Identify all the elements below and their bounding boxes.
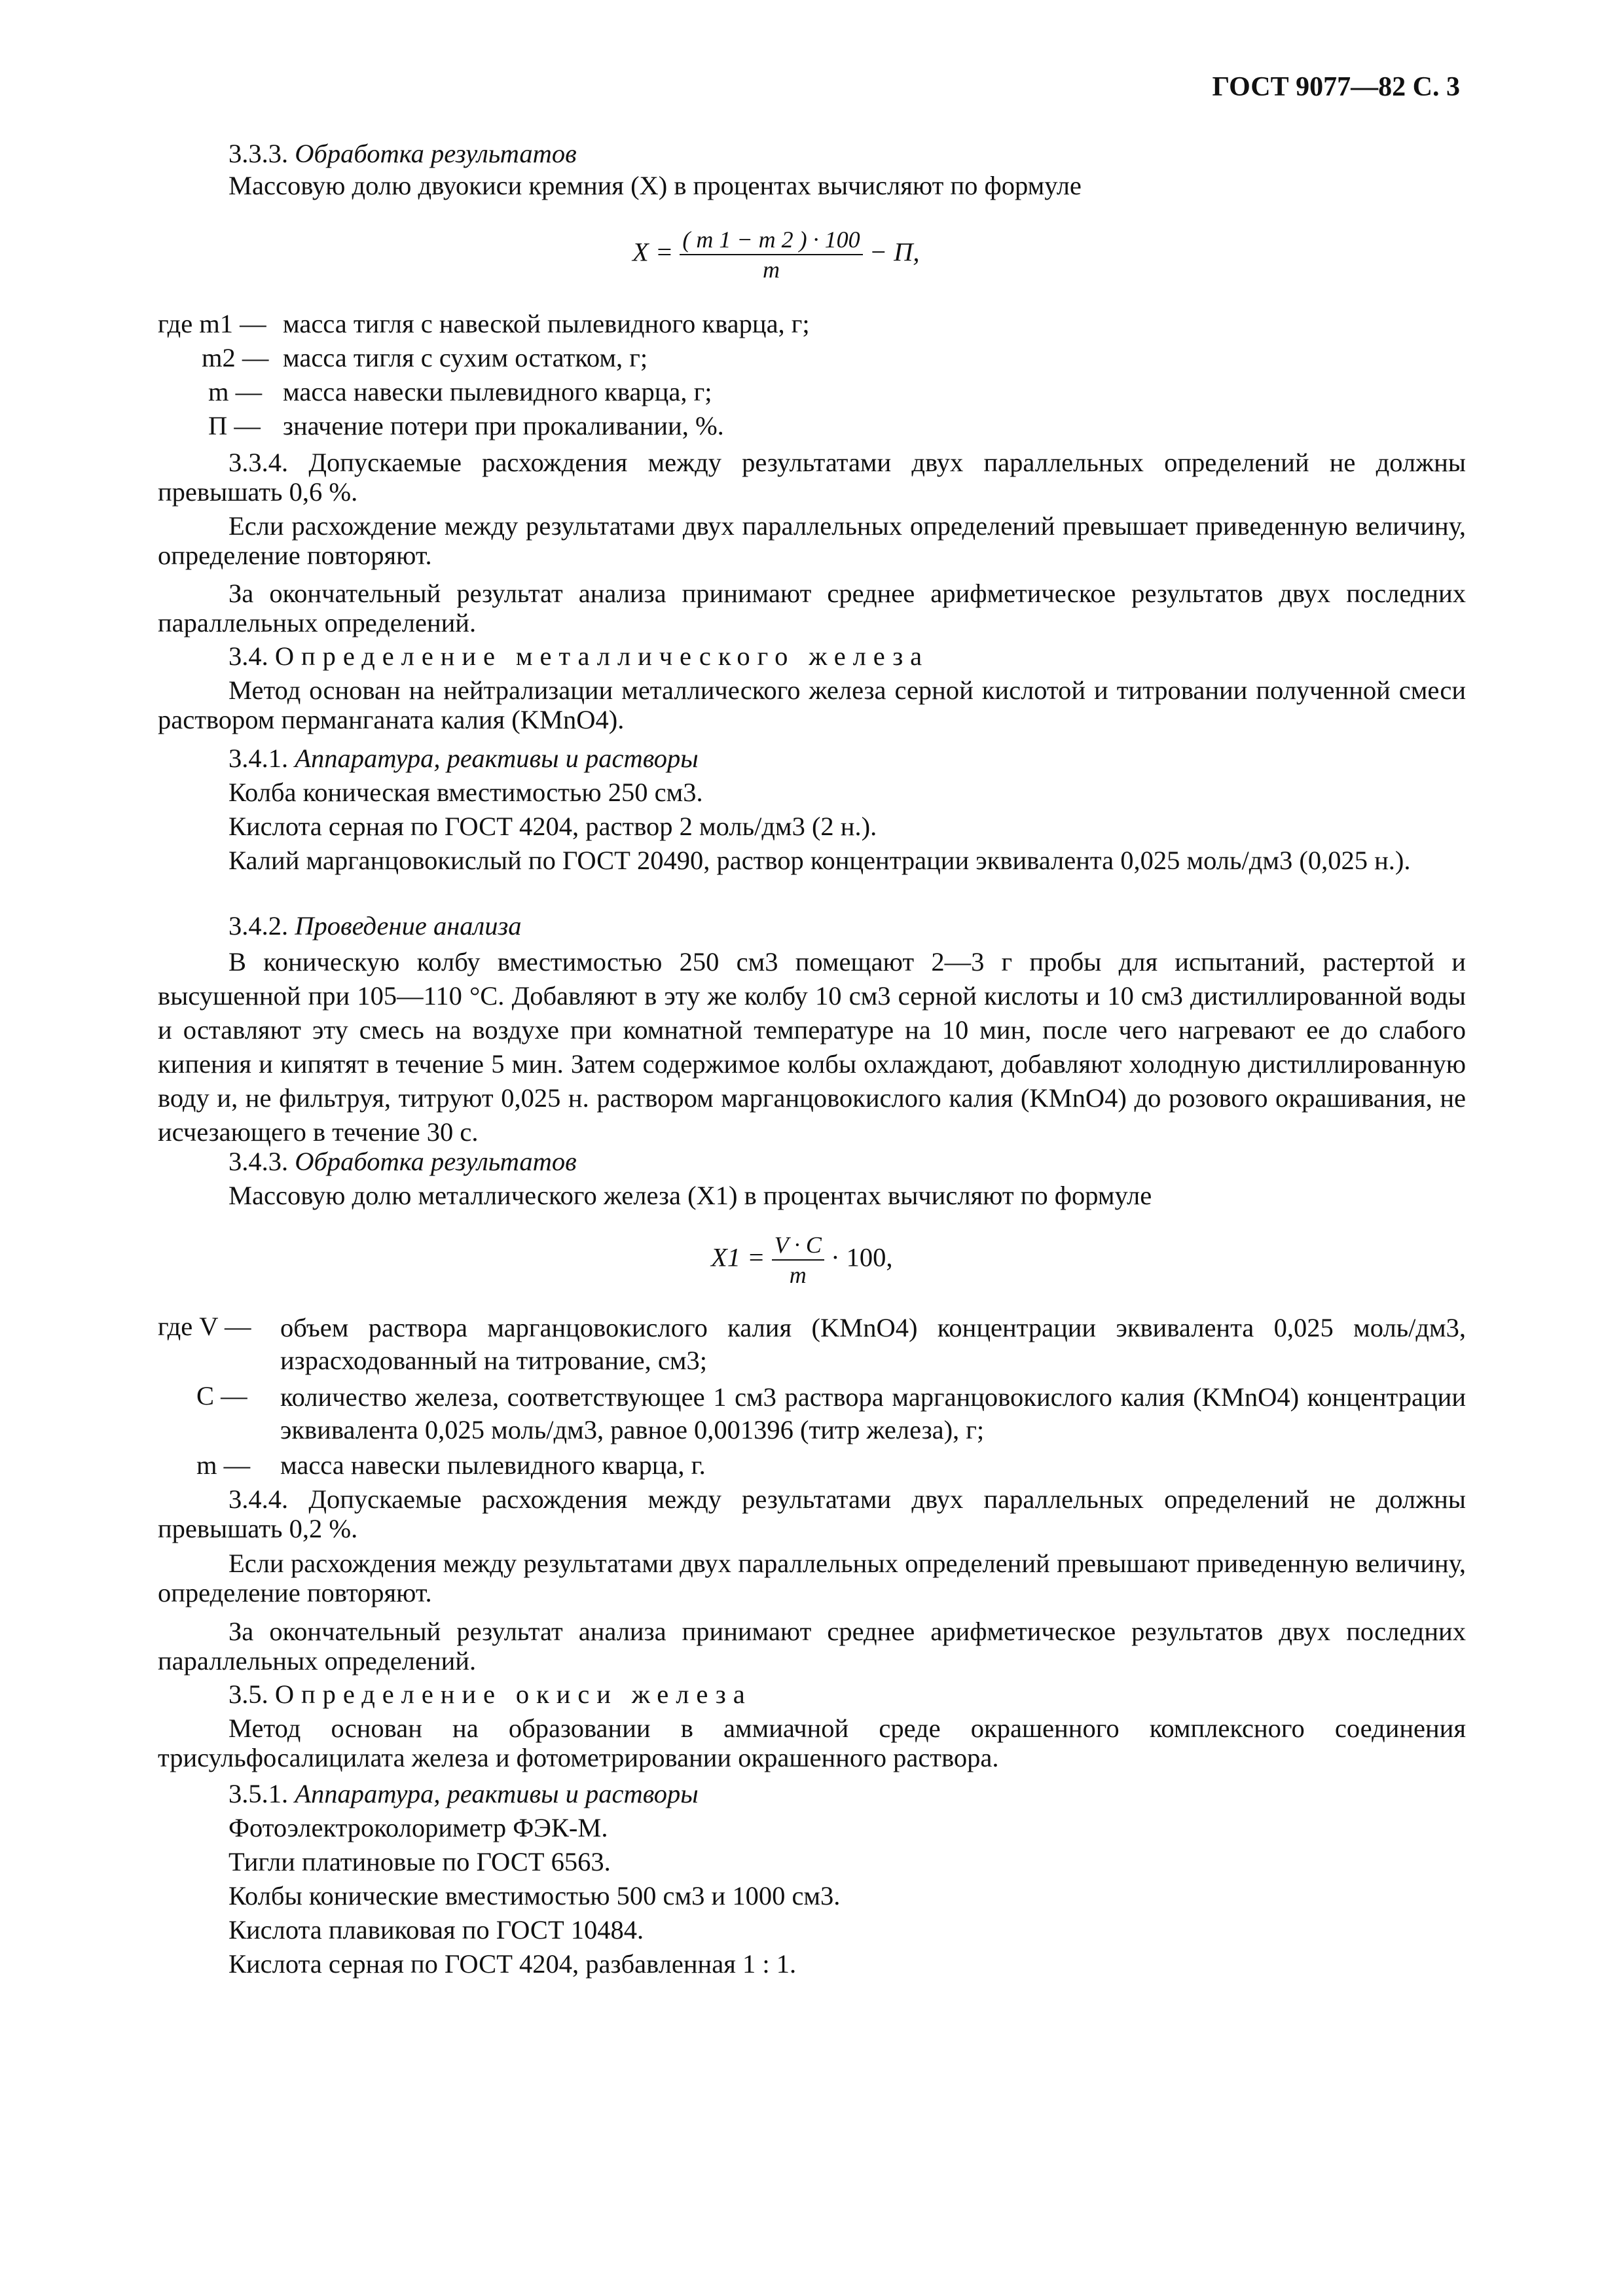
- section-title: Определение металлического железа: [274, 641, 930, 671]
- def-text: масса навески пылевидного кварца, г.: [280, 1450, 706, 1480]
- section-3-3-4-p2: Если расхождение между результатами двух параллельных определений превышает приведенную величину, определение повторяют.: [158, 511, 1466, 570]
- def-lead: C —: [196, 1381, 247, 1410]
- section-3-4-1-heading: [228, 744, 1537, 773]
- fraction-numerator: ( m 1 − m 2 ) · 100: [680, 225, 862, 255]
- section-number: 3.5.1.: [228, 1779, 289, 1808]
- list-item: Кислота серная по ГОСТ 4204, разбавленная 1 : 1.: [228, 1949, 797, 1979]
- section-3-4-3-heading: [228, 1147, 1537, 1176]
- def-text: масса тигля с навеской пылевидного кварца, г;: [283, 309, 810, 338]
- section-number: 3.4.: [228, 641, 268, 671]
- section-3-5-heading: [228, 1679, 1537, 1709]
- list-item: Кислота серная по ГОСТ 4204, раствор 2 моль/дм3 (2 н.).: [228, 812, 877, 841]
- section-3-3-3-heading: [228, 139, 1537, 168]
- section-number: 3.5.: [228, 1679, 268, 1709]
- def-text: объем раствора марганцовокислого калия (KMnO4) концентрации эквивалента 0,025 моль/дм3, израсходованный на титрование, см3;: [280, 1313, 1466, 1375]
- section-3-4-2-heading: [228, 911, 1537, 941]
- paragraph-text: Массовую долю двуокиси кремния (X) в процентах вычисляют по формуле: [228, 171, 1082, 200]
- list-item: Фотоэлектроколориметр ФЭК-М.: [228, 1813, 608, 1842]
- fraction-numerator: V · C: [772, 1230, 824, 1261]
- list-item: Колбы конические вместимостью 500 см3 и 1000 см3.: [228, 1881, 841, 1910]
- section-number: 3.4.1.: [228, 744, 289, 773]
- list-item: Калий марганцовокислый по ГОСТ 20490, раствор концентрации эквивалента 0,025 моль/дм3 (0,025 н.).: [228, 846, 1411, 875]
- section-title: Аппаратура, реактивы и растворы: [295, 744, 699, 773]
- formula-lhs: X1 =: [711, 1242, 765, 1272]
- section-number: 3.4.2.: [228, 911, 289, 941]
- section-title: Проведение анализа: [295, 911, 522, 941]
- section-title: Определение окиси железа: [274, 1679, 752, 1709]
- section-3-5-1-heading: [228, 1779, 1537, 1808]
- list-item: Кислота плавиковая по ГОСТ 10484.: [228, 1915, 644, 1945]
- fraction-denominator: m: [789, 1262, 807, 1288]
- section-title: Обработка результатов: [295, 139, 577, 168]
- section-number: 3.3.3.: [228, 139, 289, 168]
- formula-tail: · 100,: [831, 1242, 893, 1272]
- section-3-4-heading: [228, 641, 1537, 671]
- def-text: количество железа, соответствующее 1 см3 раствора марганцовокислого калия (KMnO4) концентрации эквивалента 0,025 моль/дм3, равное 0,001396 (титр железа), г;: [280, 1382, 1466, 1444]
- section-3-4-4-p3: За окончательный результат анализа принимают среднее арифметическое результатов двух последних параллельных определений.: [158, 1617, 1466, 1676]
- section-3-3-4-p1: 3.3.4. Допускаемые расхождения между результатами двух параллельных определений не должны превышать 0,6 %.: [158, 448, 1466, 507]
- def-lead: m —: [196, 1450, 251, 1480]
- section-title: Аппаратура, реактивы и растворы: [295, 1779, 699, 1808]
- formula-fraction: [772, 1230, 824, 1289]
- def-lead: m —: [208, 377, 263, 406]
- formula-x: [632, 225, 920, 284]
- def-text: масса тигля с сухим остатком, г;: [283, 343, 648, 372]
- def-text: масса навески пылевидного кварца, г;: [283, 377, 712, 406]
- list-item: Тигли платиновые по ГОСТ 6563.: [228, 1847, 611, 1876]
- formula-tail: − П,: [869, 237, 920, 267]
- formula-x1: [711, 1230, 893, 1289]
- def-text: значение потери при прокаливании, %.: [283, 411, 724, 440]
- fraction-denominator: m: [762, 257, 780, 283]
- section-3-4-3-intro: Массовую долю металлического железа (X1) в процентах вычисляют по формуле: [228, 1181, 1152, 1210]
- formula-fraction: [680, 225, 862, 284]
- def-lead: m2 —: [202, 343, 269, 372]
- def-lead: где m1 —: [158, 309, 266, 338]
- section-3-3-3-intro: [158, 171, 1466, 200]
- section-3-4-intro: Метод основан на нейтрализации металлического железа серной кислотой и титровании полученной смеси раствором перманганата калия (KMnO4).: [158, 675, 1466, 734]
- section-3-3-4-p3: За окончательный результат анализа принимают среднее арифметическое результатов двух последних параллельных определений.: [158, 579, 1466, 637]
- formula-lhs: X =: [632, 237, 674, 267]
- def-lead: где V —: [158, 1312, 251, 1341]
- list-item: Колба коническая вместимостью 250 см3.: [228, 778, 703, 807]
- def-lead: П —: [208, 411, 261, 440]
- section-3-4-2-text: В коническую колбу вместимостью 250 см3 помещают 2—3 г пробы для испытаний, растертой и высушенной при 105—110 °С. Добавляют в эту же колбу 10 см3 серной кислоты и 10 см3 дистиллированной воды и оставляют эту смесь на воздухе при комнатной температуре на 10 мин, после чего нагревают ее до слабого кипения и кипятят в течение 5 мин. Затем содержимое колбы охлаждают, добавляют холодную дистиллированную воду и, не фильтруя, титруют 0,025 н. раствором марганцовокислого калия (KMnO4) до розового окрашивания, не исчезающего в течение 30 с.: [158, 947, 1466, 1147]
- page-header: ГОСТ 9077—82 С. 3: [1212, 72, 1460, 102]
- section-3-4-4-p2: Если расхождения между результатами двух параллельных определений превышают приведенную величину, определение повторяют.: [158, 1549, 1466, 1607]
- section-3-4-4-p1: 3.4.4. Допускаемые расхождения между результатами двух параллельных определений не должны превышать 0,2 %.: [158, 1484, 1466, 1543]
- section-number: 3.4.3.: [228, 1147, 289, 1176]
- section-title: Обработка результатов: [295, 1147, 577, 1176]
- section-3-5-intro: Метод основан на образовании в аммиачной среде окрашенного комплексного соединения трисульфосалицилата железа и фотометрировании окрашенного раствора.: [158, 1713, 1466, 1772]
